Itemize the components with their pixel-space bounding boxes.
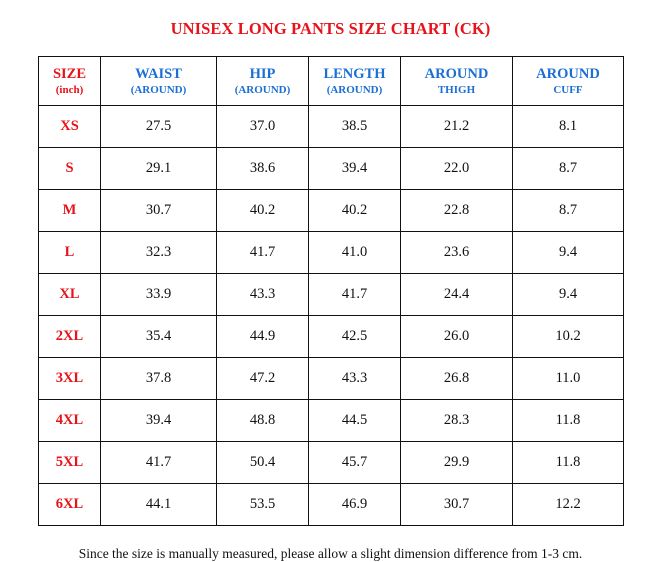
column-header-cuff-sub: CUFF: [553, 83, 583, 96]
cell-thigh: 26.8: [401, 358, 513, 400]
column-header-cuff: [513, 57, 624, 106]
cell-cuff: 11.8: [513, 400, 624, 442]
cell-hip: 40.2: [217, 190, 309, 232]
cell-hip: 50.4: [217, 442, 309, 484]
table-row: [39, 316, 624, 358]
cell-waist: 37.8: [101, 358, 217, 400]
cell-cuff: 8.1: [513, 106, 624, 148]
cell-thigh: 29.9: [401, 442, 513, 484]
cell-size: L: [39, 232, 101, 274]
column-header-size-sub: (inch): [55, 83, 84, 96]
column-header-size: [39, 57, 101, 106]
cell-hip: 48.8: [217, 400, 309, 442]
cell-hip: 43.3: [217, 274, 309, 316]
column-header-length: [309, 57, 401, 106]
cell-waist: 39.4: [101, 400, 217, 442]
cell-length: 40.2: [309, 190, 401, 232]
column-header-waist-main: WAIST: [135, 65, 182, 82]
cell-hip: 41.7: [217, 232, 309, 274]
cell-size: XL: [39, 274, 101, 316]
size-table-container: [0, 56, 661, 526]
cell-thigh: 23.6: [401, 232, 513, 274]
table-row: [39, 232, 624, 274]
cell-size: 3XL: [39, 358, 101, 400]
cell-cuff: 9.4: [513, 232, 624, 274]
cell-cuff: 11.8: [513, 442, 624, 484]
table-row: [39, 148, 624, 190]
cell-length: 43.3: [309, 358, 401, 400]
cell-waist: 35.4: [101, 316, 217, 358]
cell-size: 4XL: [39, 400, 101, 442]
cell-length: 38.5: [309, 106, 401, 148]
cell-hip: 53.5: [217, 484, 309, 526]
cell-hip: 44.9: [217, 316, 309, 358]
table-header: [39, 57, 624, 106]
column-header-hip: [217, 57, 309, 106]
column-header-size-main: SIZE: [52, 65, 87, 82]
cell-waist: 32.3: [101, 232, 217, 274]
cell-thigh: 28.3: [401, 400, 513, 442]
cell-hip: 47.2: [217, 358, 309, 400]
column-header-thigh: [401, 57, 513, 106]
table-row: [39, 442, 624, 484]
column-header-hip-main: HIP: [249, 65, 276, 82]
table-row: [39, 106, 624, 148]
cell-cuff: 8.7: [513, 148, 624, 190]
column-header-cuff-main: AROUND: [536, 65, 600, 82]
cell-hip: 38.6: [217, 148, 309, 190]
cell-size: S: [39, 148, 101, 190]
cell-thigh: 22.8: [401, 190, 513, 232]
column-header-waist-sub: (AROUND): [130, 83, 187, 96]
page-title: UNISEX LONG PANTS SIZE CHART (CK): [170, 19, 491, 38]
cell-hip: 37.0: [217, 106, 309, 148]
cell-cuff: 12.2: [513, 484, 624, 526]
header-row: [39, 57, 624, 106]
table-row: [39, 274, 624, 316]
table-row: [39, 400, 624, 442]
cell-length: 46.9: [309, 484, 401, 526]
cell-length: 44.5: [309, 400, 401, 442]
size-chart-table: [38, 56, 624, 526]
cell-size: 2XL: [39, 316, 101, 358]
cell-size: M: [39, 190, 101, 232]
cell-thigh: 24.4: [401, 274, 513, 316]
column-header-thigh-sub: THIGH: [437, 83, 476, 96]
measurement-disclaimer: Since the size is manually measured, please allow a slight dimension difference from 1-3 cm.: [78, 546, 583, 561]
cell-waist: 41.7: [101, 442, 217, 484]
column-header-hip-sub: (AROUND): [234, 83, 291, 96]
cell-cuff: 8.7: [513, 190, 624, 232]
cell-size: 5XL: [39, 442, 101, 484]
cell-size: XS: [39, 106, 101, 148]
column-header-length-sub: (AROUND): [326, 83, 383, 96]
cell-thigh: 22.0: [401, 148, 513, 190]
cell-cuff: 11.0: [513, 358, 624, 400]
cell-cuff: 10.2: [513, 316, 624, 358]
column-header-waist: [101, 57, 217, 106]
table-row: [39, 484, 624, 526]
cell-waist: 29.1: [101, 148, 217, 190]
cell-thigh: 30.7: [401, 484, 513, 526]
cell-length: 41.0: [309, 232, 401, 274]
column-header-thigh-main: AROUND: [424, 65, 489, 82]
cell-waist: 27.5: [101, 106, 217, 148]
cell-length: 41.7: [309, 274, 401, 316]
table-row: [39, 358, 624, 400]
table-body: [39, 106, 624, 526]
table-row: [39, 190, 624, 232]
cell-waist: 33.9: [101, 274, 217, 316]
cell-size: 6XL: [39, 484, 101, 526]
cell-length: 39.4: [309, 148, 401, 190]
cell-thigh: 21.2: [401, 106, 513, 148]
column-header-length-main: LENGTH: [323, 65, 386, 82]
cell-thigh: 26.0: [401, 316, 513, 358]
cell-waist: 30.7: [101, 190, 217, 232]
cell-cuff: 9.4: [513, 274, 624, 316]
cell-waist: 44.1: [101, 484, 217, 526]
cell-length: 42.5: [309, 316, 401, 358]
cell-length: 45.7: [309, 442, 401, 484]
